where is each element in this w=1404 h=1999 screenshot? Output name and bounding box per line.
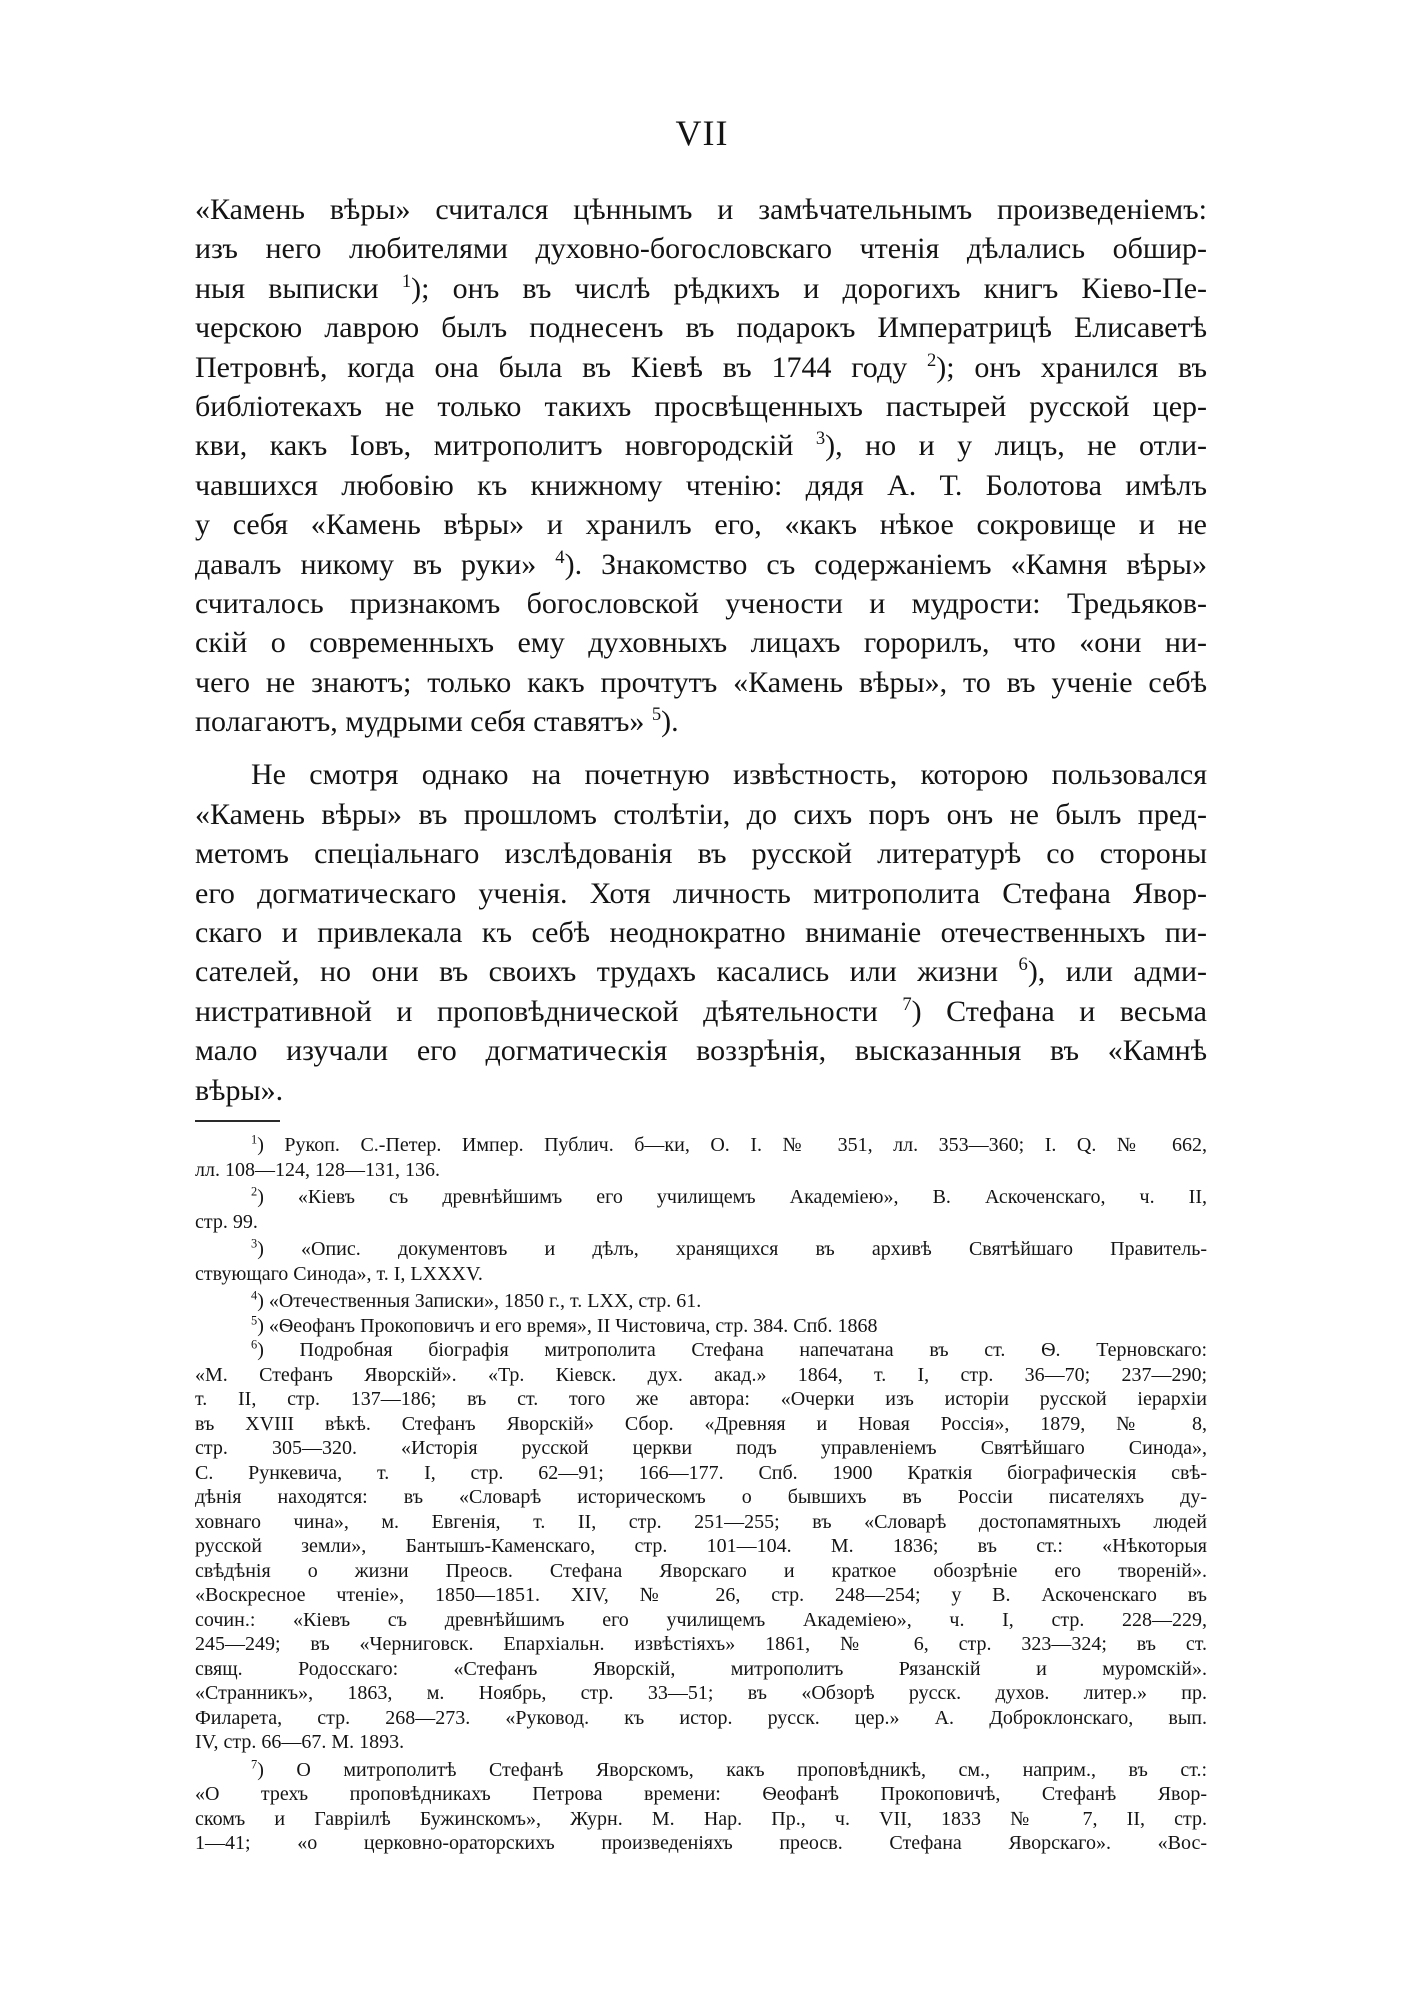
footnote-line — [195, 1730, 1207, 1755]
footnote-reference: 7 — [902, 993, 912, 1015]
body-line — [195, 505, 1207, 544]
line-text: ) «Опис. документовъ и дѣлъ, хранящихся въ архивѣ Святѣйшаго Правитель- — [257, 1238, 1207, 1260]
body-line — [195, 1031, 1207, 1070]
footnote-reference: 5 — [651, 704, 662, 726]
footnote-divider — [195, 1120, 280, 1122]
footnote-marker: 6 — [251, 1338, 258, 1352]
body-line — [195, 269, 1207, 308]
body-line — [195, 795, 1207, 834]
body-line — [195, 584, 1207, 623]
footnote-line — [195, 1583, 1207, 1608]
footnote-reference: 6 — [1018, 954, 1028, 976]
body-line — [195, 755, 1207, 794]
body-line — [195, 702, 1207, 741]
footnote-marker: 4 — [251, 1289, 258, 1303]
line-text: мало изучали его догматическія воззрѣнія, высказанныя въ «Камнѣ — [195, 1034, 1207, 1068]
line-text: ховнаго чина», м. Евгенія, т. II, стр. 251—255; въ «Словарѣ достопамятныхъ людей — [195, 1510, 1207, 1533]
line-text: чего не знаютъ; только какъ прочтутъ «Камень вѣры», то въ ученіе себѣ — [195, 665, 1207, 699]
footnote-marker: 7 — [251, 1757, 258, 1771]
footnote-line — [195, 1387, 1207, 1412]
footnote-reference: 1 — [401, 270, 412, 292]
line-text: дѣнія находятся: въ «Словарѣ историческомъ о бывшихъ въ Россіи писателяхъ ду- — [195, 1486, 1207, 1508]
line-text: русской земли», Бантышъ-Каменскаго, стр. 101—104. М. 1836; въ ст.: «Нѣкоторыя — [195, 1535, 1207, 1557]
line-text: нистративной и проповѣднической дѣятельности — [195, 994, 903, 1028]
body-line — [195, 992, 1207, 1031]
line-text: свѣдѣнія о жизни Преосв. Стефана Яворскаго и краткое обозрѣніе его твореній». — [195, 1559, 1207, 1582]
footnote-marker: 2 — [251, 1185, 258, 1199]
line-text: чавшихся любовію къ книжному чтенію: дядя А. Т. Болотова имѣлъ — [195, 468, 1207, 502]
line-text: считалось признакомъ богословской учености и мудрости: Тредьяков- — [195, 586, 1207, 620]
line-text: скомъ и Гавріилѣ Бужинскомъ», Журн. М. Нар. Пр., ч. VII, 1833 № 7, II, стр. — [195, 1807, 1207, 1830]
line-text: С. Рункевича, т. I, стр. 62—91; 166—177. Спб. 1900 Краткія біографическія свѣ- — [195, 1461, 1207, 1484]
line-text: скаго и привлекала къ себѣ неоднократно вниманіе отечественныхъ пи- — [195, 916, 1207, 950]
line-text: Не смотря однако на почетную извѣстность, которою пользовался — [251, 758, 1207, 792]
footnote-line — [195, 1559, 1207, 1584]
line-text: ствующаго Синода», т. I, LXXXV. — [195, 1262, 483, 1285]
line-text: давалъ никому въ руки» — [195, 547, 556, 581]
footnote-line — [195, 1314, 1207, 1339]
body-line — [195, 952, 1207, 991]
line-text: 1—41; «о церковно-ораторскихъ произведеніяхъ преосв. Стефана Яворскаго». «Вос- — [195, 1832, 1207, 1854]
line-text: 245—249; въ «Черниговск. Епархіальн. извѣстіяхъ» 1861, № 6, стр. 323—324; въ ст. — [195, 1633, 1207, 1655]
footnote-line — [195, 1461, 1207, 1486]
body-line — [195, 308, 1207, 347]
line-text: ). — [661, 705, 679, 739]
line-text: сателей, но они въ своихъ трудахъ касались или жизни — [195, 955, 1019, 989]
line-text: Петровнѣ, когда она была въ Кіевѣ въ 1744 году — [195, 350, 927, 384]
line-text: «Воскресное чтеніе», 1850—1851. XIV, № 26, стр. 248—254; у В. Аскоченскаго въ — [195, 1584, 1207, 1606]
footnotes — [195, 1133, 1207, 1856]
body-line — [195, 913, 1207, 952]
footnote-line — [195, 1831, 1207, 1856]
page-number: VII — [675, 113, 729, 153]
footnote-line — [195, 1210, 1207, 1235]
footnote-line — [195, 1185, 1207, 1210]
line-text: «О трехъ проповѣдникахъ Петрова времени: Ѳеофанѣ Прокоповичѣ, Стефанѣ Явор- — [195, 1783, 1207, 1805]
footnote-line — [195, 1632, 1207, 1657]
line-text: т. II, стр. 137—186; въ ст. того же автора: «Очерки изъ исторіи русской іерархіи — [195, 1388, 1207, 1410]
body-line — [195, 466, 1207, 505]
line-text: сочин.: «Кіевъ съ древнѣйшимъ его училищемъ Академіею», ч. I, стр. 228—229, — [195, 1608, 1207, 1631]
line-text: скій о современныхъ ему духовныхъ лицахъ горорилъ, что «они ни- — [195, 626, 1207, 660]
line-text: библіотекахъ не только такихъ просвѣщенныхъ пастырей русской цер- — [195, 389, 1207, 423]
line-text: IV, стр. 66—67. М. 1893. — [195, 1731, 405, 1753]
footnote-line — [195, 1412, 1207, 1437]
footnote-line — [195, 1338, 1207, 1363]
line-text: ) Подробная біографія митрополита Стефана напечатана въ ст. Ѳ. Терновскаго: — [257, 1339, 1207, 1361]
footnote-line — [195, 1807, 1207, 1832]
body-line — [195, 1071, 1207, 1110]
line-text: ); онъ хранился въ — [936, 350, 1207, 384]
footnote-line — [195, 1289, 1207, 1314]
body-line — [195, 229, 1207, 268]
line-text: ныя выписки — [195, 271, 402, 305]
body-line — [195, 834, 1207, 873]
line-text: его догматическаго ученія. Хотя личность митрополита Стефана Явор- — [195, 876, 1207, 910]
line-text: ) Стефана и весьма — [911, 994, 1207, 1028]
body-line — [195, 874, 1207, 913]
line-text: ) Рукоп. С.-Петер. Импер. Публич. б—ки, О. I. № 351, лл. 353—360; I. Q. № 662, — [257, 1134, 1207, 1156]
line-text: стр. 99. — [195, 1210, 258, 1233]
line-text: ) «Ѳеофанъ Прокоповичъ и его время», II Чистовича, стр. 384. Спб. 1868 — [257, 1314, 878, 1337]
footnote-line — [195, 1608, 1207, 1633]
body-line — [195, 190, 1207, 229]
line-text: свящ. Родосскаго: «Стефанъ Яворскій, митрополитъ Рязанскій и муромскій». — [195, 1657, 1207, 1680]
body-line — [195, 348, 1207, 387]
line-text: стр. 305—320. «Исторія русской церкви подъ управленіемъ Святѣйшаго Синода», — [195, 1437, 1207, 1459]
footnote-reference: 2 — [927, 349, 937, 371]
footnote-line — [195, 1681, 1207, 1706]
footnote-line — [195, 1133, 1207, 1158]
footnote-line — [195, 1782, 1207, 1807]
line-text: ) «Отечественныя Записки», 1850 г., т. LXX, стр. 61. — [257, 1290, 702, 1312]
footnote-line — [195, 1262, 1207, 1287]
footnote-line — [195, 1363, 1207, 1388]
line-text: полагаютъ, мудрыми себя ставятъ» — [195, 705, 652, 739]
body-line — [195, 663, 1207, 702]
body-line — [195, 545, 1207, 584]
line-text: «М. Стефанъ Яворскій». «Тр. Кіевск. дух. акад.» 1864, т. I, стр. 36—70; 237—290; — [195, 1363, 1207, 1386]
line-text: лл. 108—124, 128—131, 136. — [195, 1158, 440, 1181]
line-text: въ XVIII вѣкѣ. Стефанъ Яворскій» Сбор. «Древняя и Новая Россія», 1879, № 8, — [195, 1412, 1207, 1435]
body-line — [195, 387, 1207, 426]
footnote-marker: 5 — [251, 1313, 258, 1327]
line-text: кви, какъ Іовъ, митрополитъ новгородскій — [195, 429, 816, 463]
footnote-line — [195, 1758, 1207, 1783]
footnote-reference: 3 — [815, 428, 826, 450]
line-text: метомъ спеціальнаго изслѣдованія въ русской литературѣ со стороны — [195, 837, 1207, 871]
line-text: ) О митрополитѣ Стефанѣ Яворскомъ, какъ проповѣдникѣ, см., наприм., въ ст.: — [257, 1758, 1207, 1781]
line-text: у себя «Камень вѣры» и хранилъ его, «какъ нѣкое сокровище и не — [195, 508, 1207, 542]
line-text: ), или адми- — [1027, 955, 1207, 989]
line-text: вѣры». — [195, 1073, 284, 1107]
line-text: Филарета, стр. 268—273. «Руковод. къ истор. русск. цер.» А. Доброклонскаго, вып. — [195, 1706, 1207, 1729]
line-text: ), но и у лицъ, не отли- — [825, 429, 1207, 463]
footnote-line — [195, 1706, 1207, 1731]
footnote-reference: 4 — [555, 546, 565, 568]
footnote-line — [195, 1485, 1207, 1510]
footnote-line — [195, 1158, 1207, 1183]
footnote-line — [195, 1237, 1207, 1262]
footnote-line — [195, 1657, 1207, 1682]
footnote-marker: 3 — [251, 1237, 258, 1251]
line-text: ) «Кіевъ съ древнѣйшимъ его училищемъ Академіею», В. Аскоченскаго, ч. II, — [257, 1186, 1207, 1208]
footnote-line — [195, 1436, 1207, 1461]
footnote-line — [195, 1534, 1207, 1559]
line-text: черскою лаврою былъ поднесенъ въ подарокъ Императрицѣ Елисаветѣ — [195, 311, 1207, 345]
footnote-line — [195, 1510, 1207, 1535]
line-text: ); онъ въ числѣ рѣдкихъ и дорогихъ книгъ Кіево-Пе- — [411, 271, 1207, 305]
body-line — [195, 426, 1207, 465]
line-text: «Камень вѣры» въ прошломъ столѣтіи, до сихъ поръ онъ не былъ пред- — [195, 797, 1207, 831]
body-line — [195, 623, 1207, 662]
line-text: «Камень вѣры» считался цѣннымъ и замѣчательнымъ произведеніемъ: — [195, 193, 1207, 226]
line-text: «Странникъ», 1863, м. Ноябрь, стр. 33—51; въ «Обзорѣ русск. духов. литер.» пр. — [195, 1682, 1207, 1704]
main-text — [195, 190, 1207, 1110]
footnote-marker: 1 — [251, 1133, 258, 1147]
line-text: ). Знакомство съ содержаніемъ «Камня вѣры» — [564, 547, 1207, 581]
line-text: изъ него любителями духовно-богословскаго чтенія дѣлались обшир- — [195, 232, 1207, 266]
